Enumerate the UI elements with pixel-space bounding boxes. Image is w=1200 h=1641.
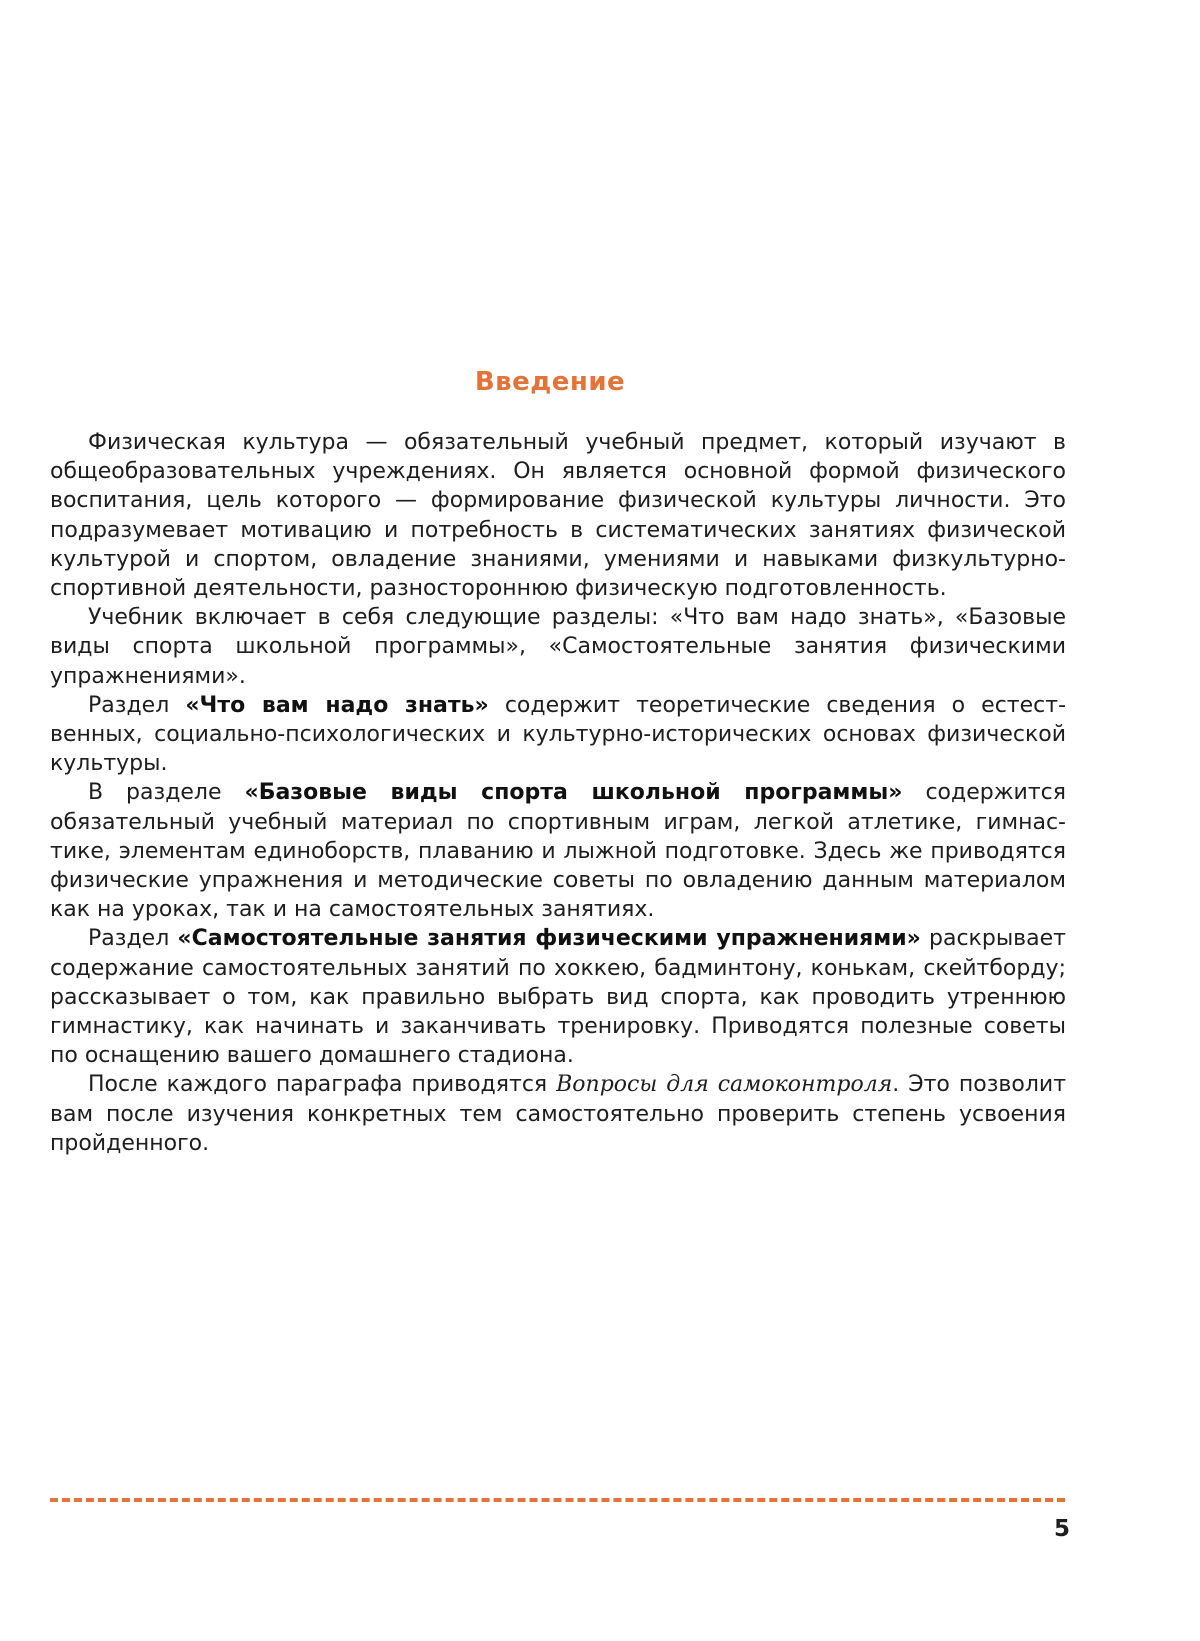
- paragraph: [50, 1070, 1066, 1158]
- paragraph-text: содержится обязательный учебный материал по спортивным играм, легкой атлетике, гимнастике, элементам единоборств, плаванию и лыжной подготовке. Здесь же приводятся физические упражнения и методические советы по овладению данным материалом как на уроках, так и на самостоятельных занятиях.: [50, 780, 1066, 923]
- paragraph-text: Раздел: [88, 926, 178, 952]
- paragraph: [50, 428, 1066, 603]
- paragraph-text: Раздел: [88, 692, 186, 718]
- paragraph-text: Физическая культура — обязательный учебный предмет, который изучают в общеобразовательных учреждениях. Он является основной формой физического воспитания, цель которого — формирование физической культуры личности. Это подразумевает мотивацию и потребность в систематических занятиях физической культурой и спортом, овладение знаниями, умениями и навыками физкультурно-спортивной деятельности, разностороннюю физическую подготовленность.: [50, 430, 1066, 602]
- paragraph: [50, 778, 1066, 924]
- paragraph: [50, 691, 1066, 779]
- section-name-bold: «Что вам надо знать»: [185, 692, 489, 718]
- paragraph-text: После каждого параграфа приводятся: [88, 1072, 557, 1098]
- footer-dashed-divider: [50, 1498, 1065, 1502]
- paragraph-text: . Это позволит вам после изучения конкретных тем самостоятельно проверить степень усвоения пройденного.: [50, 1072, 1067, 1156]
- body-text: [50, 428, 1066, 1158]
- italic-term: Вопросы для самоконтроля: [556, 1072, 893, 1098]
- paragraph-text: содержит теоретические сведения о естественных, социально-психологических и культурно-исторических основах физической культуры.: [50, 692, 1067, 777]
- page-number: 5: [1053, 1516, 1070, 1542]
- paragraph-text: В разделе: [88, 780, 245, 806]
- paragraph-text: раскрывает содержание самостоятельных занятий по хоккею, бадминтону, конькам, скейтборду; рассказывает о том, как правильно выбрать вид спорта, как проводить утреннюю гимнастику, как начинать и заканчивать тренировку. Приводятся полезные советы по оснащению вашего домашнего стадиона.: [50, 926, 1066, 1069]
- paragraph-text: Учебник включает в себя следующие разделы: «Что вам надо знать», «Базовые виды спорта школьной программы», «Самостоятельные занятия физическими упражнениями».: [50, 605, 1066, 689]
- page-title: Введение: [474, 367, 626, 398]
- section-name-bold: «Самостоятельные занятия физическими упражнениями»: [177, 926, 921, 952]
- paragraph: [50, 603, 1066, 691]
- section-name-bold: «Базовые виды спорта школьной программы»: [244, 780, 903, 806]
- paragraph: [50, 924, 1066, 1070]
